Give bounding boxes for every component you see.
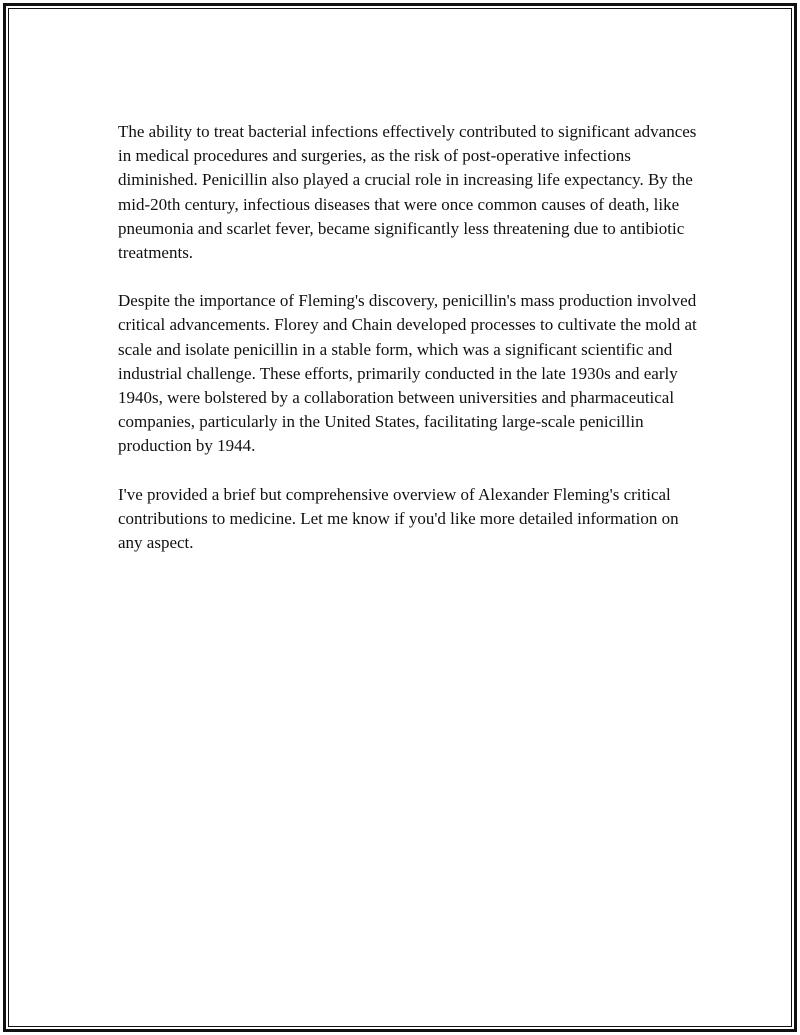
paragraph-closing-note: I've provided a brief but comprehensive overview of Alexander Fleming's critical contributions to medicine. Let me know if you'd like more detailed information on any aspect.: [118, 484, 679, 553]
paragraph-mass-production: Despite the importance of Fleming's discovery, penicillin's mass production involved critical advancements. Florey and Chain developed processes to cultivate the mold at scale and isolate penicillin in a stable form, which was a significant scientific and industrial challenge. These efforts, primarily conducted in the late 1930s and early 1940s, were bolstered by a collaboration between universities and pharmaceutical companies, particularly in the United States, facilitating large-scale penicillin production by 1944.: [118, 291, 697, 456]
page-border: [3, 3, 797, 1032]
paragraph-antibiotic-impact: The ability to treat bacterial infections effectively contributed to significant advances in medical procedures and surgeries, as the risk of post-operative infections diminished. Penicillin also played a crucial role in increasing life expectancy. By the mid-20th century, infectious diseases that were once common causes of death, like pneumonia and scarlet fever, became significantly less threatening due to antibiotic treatments.: [118, 122, 697, 263]
document-body: [118, 120, 698, 579]
